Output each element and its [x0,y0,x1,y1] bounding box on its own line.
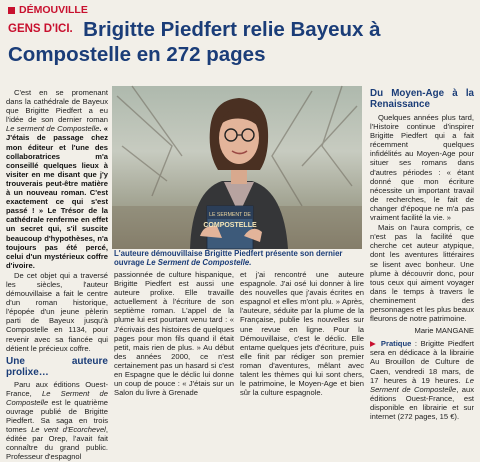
paragraph: passionnée de culture hispanique, Brigitte Piedfert est aussi une auteure prolixe. Elle travaille actuellement à l'écriture de son septième roman. L'appel de la plume lui est pourtant venu tard : « J'écrivais des histoires de quelques pages pour mon fils quand il était petit, mais rien de plus. » Au début des années 2000, ce n'est certainement pas un hasard si c'est en Espagne que le déclic lui donne un coup de pouce : « J'étais sur un Salon du livre à Grenade [114,270,234,398]
caption-text: L'auteure démouvillaise Brigitte Piedfert présente son dernier ouvrage [114,249,343,268]
paragraph: Mais on l'aura compris, ce n'est pas la facilité que cherche cet auteur atypique, dont les aventures littéraires se lisent avec bonheur. Une plume à découvrir donc, pour tous ceux qui aiment voyager dans le temps à travers le cheminement des personnages et les plus beaux fleurons de notre patrimoine. [370,223,474,324]
paragraph: Quelques années plus tard, l'Histoire continue d'inspirer Brigitte Piedfert qui a fait récemment quelques infidélités au Moyen-Age pour situer ses romans dans d'autres périodes : « étant donné que mon écriture nécessite un important travail de recherches, le fait de changer d'époque ne m'a pas vraiment facilité la vie. » [370,113,474,223]
subheading: Du Moyen-Age à la Renaissance [370,88,474,110]
book-title: Le serment de Compostelle [6,124,100,134]
arrow-icon: ▶ [370,339,378,349]
book-cover-line2: COMPOSTELLE [203,222,257,229]
text: , aux éditions Ouest-France, est disponible en librairie et sur internet (272 pages, 15 €). [370,384,474,421]
book-title: Le Serment de Compostelle [6,388,108,407]
text: est le quatrième ouvrage publié de Brigitte Piedfert. Sa saga en trois tomes [6,397,108,435]
text: , éditée par Orep, l'avait fait connaître du grand public. Professeur d'espagnol [6,425,108,462]
text: . « J'étais de passage chez mon éditeur et l'une des collaboratrices m'a conseillé quelques lieux à visiter en me disant que j'y trouverais peut-être matière à un nouveau roman. C'est exactement ce qui s'est passé ! » Le Trésor de la cathédrale renferme en effet un secret qui, s'il suscite beaucoup d'hypothèses, n'a toujours pas été percé, celui d'un mystérieux coffre d'ivoire. [6,124,108,270]
paragraph [6,380,108,462]
article-column-4 [370,88,474,444]
headline-title: Brigitte Piedfert relie Bayeux à Compostelle en 272 pages [8,18,381,66]
author-signature: Marie MANGANE [414,326,474,336]
text: C'est en se promenant dans la cathédrale de Bayeux que Brigitte Piedfert a eu l'idée de son dernier roman [6,88,108,125]
book-title: Le Serment de Compostelle [370,375,474,394]
book-title: Le vent d'Ecorchevel [31,425,106,435]
section-kicker [8,4,88,16]
book-cover-line1: LE SERMENT DE [209,212,251,218]
headline-lead: GENS D'ICI. [8,23,73,35]
article-column-1 [6,88,108,462]
photo-illustration [112,86,362,249]
author-photo [112,86,362,249]
photo-caption [114,249,364,267]
practical-label: Pratique [380,339,412,349]
article-column-2 [114,270,234,444]
text: : Brigitte Piedfert sera en dédicace à la librairie Au Brouillon de Culture de Caen, vendredi 18 mars, de 17 heures à 19 heures. [370,339,474,385]
text: Paru aux éditions Ouest-France, [6,379,108,398]
practical-info [370,339,474,421]
square-icon [8,7,15,14]
kicker-text: DÉMOUVILLE [19,4,88,16]
paragraph [6,88,108,270]
caption-book: Le Serment de Compostelle. [146,258,252,268]
paragraph: et j'ai rencontré une auteure espagnole. J'ai osé lui donner à lire des nouvelles que j'avais écrites en espagnol et elles m'ont plu. » Après, l'auteure, séduite par la plume de la Française, publie les nouvelles sur une revue en ligne. Pour la Démouvillaise, c'est le déclic. Elle entame quelques jets d'écriture, puis elle finit par rédiger son premier roman d'aventures, mêlant avec talent les thèmes qui lui sont chers, le patrimoine, le Moyen-Age et bien sûr la culture espagnole. [240,270,364,398]
subheading: Une auteure prolixe… [6,355,108,378]
headline [8,18,476,68]
article-column-3 [240,270,364,444]
paragraph: De cet objet qui a traversé les siècles, l'auteur démouvillaise a fait le centre d'un roman historique, l'épopée d'un jeune pèlerin parti de Bayeux jusqu'à Compostelle en 1134, pour revenir avec sa fiancée qui détient le précieux coffre. [6,270,108,353]
